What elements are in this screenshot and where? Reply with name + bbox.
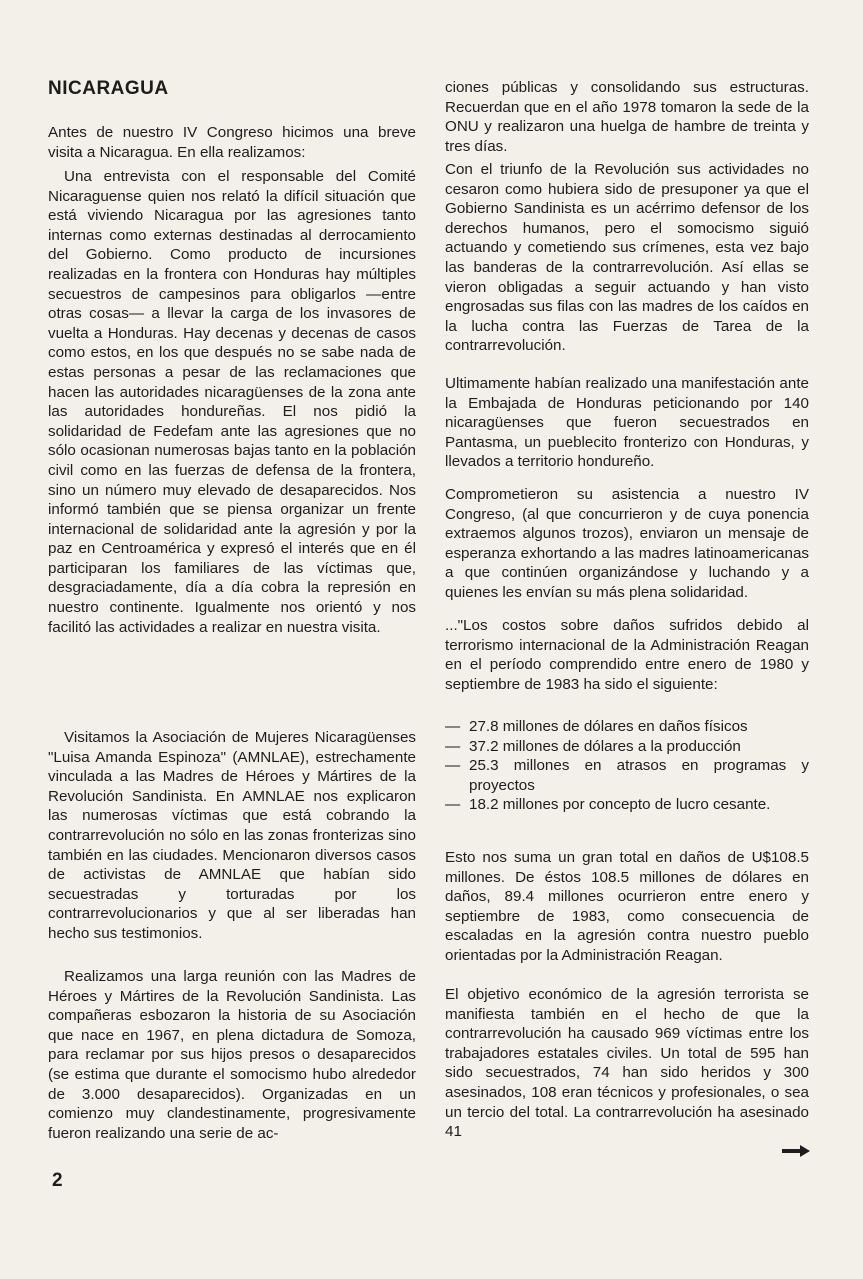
cost-list [445, 717, 809, 815]
list-item [445, 795, 809, 815]
list-item-text: 27.8 millones de dólares en daños físicos [469, 718, 748, 735]
list-dash: — [445, 718, 461, 735]
paragraph: Esto nos suma un gran total en daños de U$108.5 millones. De éstos 108.5 millones de dólares en daños, 89.4 millones ocurrieron entre enero y septiembre de 1983, como consecuencia de escaladas en la agresión contra nuestro pueblo orientadas por la Administración Reagan. [445, 849, 809, 964]
paragraph: ciones públicas y consolidando sus estructuras. Recuerdan que en el año 1978 tomaron la sede de la ONU y realizaron una huelga de hambre de treinta y tres días. [445, 79, 809, 155]
paragraph: Una entrevista con el responsable del Comité Nicaraguense quien nos relató la difícil situación que está viviendo Nicaragua por las agresiones tanto internas como externas destinadas al derrocamiento del Gobierno. Como producto de incursiones realizadas en la frontera con Honduras hay múltiples secuestros de campesinos para obligarlos —entre otras cosas— a llevar la carga de los invasores de vuelta a Honduras. Hay decenas y decenas de casos como estos, en los que después no se sabe nada de estas personas a pesar de las reclamaciones que hacen las autoridades nicaragüenses de la zona ante las autoridades hondureñas. El nos pidió la solidaridad de Fedefam ante las agresiones que no sólo ocasionan numerosas bajas tanto en la población civil como en las fuerzas de defensa de la frontera, sino un número muy elevado de desaparecidos. Nos informó también que se piensa organizar un frente internacional de solidaridad ante la agresión y por la paz en Centroamérica y expresó el interés que en él participaran los familiares de las víctimas que, desgraciadamente, día a día cobra la represión en nuestro continente. Igualmente nos orientó y nos facilitó las actividades a realizar en nuestra visita. [48, 168, 416, 636]
paragraph: El objetivo económico de la agresión terrorista se manifiesta también en el hecho de que la contrarrevolución ha causado 969 víctimas entre los trabajadores estatales civiles. Un total de 595 han sido secuestrados, 74 han sido heridos y 300 asesinados, 108 eran técnicos y profesionales, o sea un tercio del total. La contrarrevolución ha asesinado 41 [445, 986, 809, 1141]
paragraph: Realizamos una larga reunión con las Madres de Héroes y Mártires de la Revolución Sandinista. Las compañeras esbozaron la historia de su Asociación que nace en 1967, en plena dictadura de Somoza, para reclamar por sus hijos presos o desaparecidos (se estima que durante el somocismo hubo alrededor de 3.000 desaparecidos). Organizadas en un comienzo muy clandestinamente, progresivamente fueron realizando una serie de ac- [48, 968, 416, 1142]
list-item [445, 717, 809, 737]
list-dash: — [445, 796, 461, 814]
paragraph: Visitamos la Asociación de Mujeres Nicaragüenses "Luisa Amanda Espinoza" (AMNLAE), estrechamente vinculada a las Madres de Héroes y Mártires de la Revolución Sandinista. En AMNLAE nos explicaron las numerosas víctimas que está cobrando la contrarrevolución no sólo en las zonas fronterizas sino también en las ciudades. Mencionaron diversos casos de activistas de AMNLAE que habían sido secuestradas y torturadas por los contrarrevolucionarios y que al ser liberadas han hecho sus testimonios. [48, 729, 416, 942]
paragraph: Antes de nuestro IV Congreso hicimos una breve visita a Nicaragua. En ella realizamos: [48, 124, 416, 161]
list-item-text: 18.2 millones por concepto de lucro cesante. [469, 796, 771, 814]
paragraph: Comprometieron su asistencia a nuestro IV Congreso, (al que concurrieron y de cuya ponencia extraemos algunos trozos), enviaron un mensaje de esperanza exhortando a las madres latinoamericanas a que continúen organizándose y luchando y a quienes les envían su más plena solidaridad. [445, 486, 809, 601]
list-item-text: 37.2 millones de dólares a la producción [469, 737, 741, 755]
list-item-text: 25.3 millones en atrasos en programas y proyectos [469, 757, 809, 794]
paragraph: Con el triunfo de la Revolución sus actividades no cesaron como hubiera sido de presuponer ya que el Gobierno Sandinista es un acérrimo defensor de los derechos humanos, pero el somocismo siguió actuando y cometiendo sus crímenes, esta vez bajo las banderas de la contrarrevolución. Así ellas se vieron obligadas a seguir actuando y han visto engrosadas sus filas con las madres de los caídos en la lucha contra las Fuerzas de Tarea de la contrarrevolución. [445, 161, 809, 355]
paragraph: ..."Los costos sobre daños sufridos debido al terrorismo internacional de la Administración Reagan en el período comprendido entre enero de 1980 y septiembre de 1983 ha sido el siguiente: [445, 617, 809, 693]
page-number: 2 [52, 1170, 63, 1191]
continue-arrow-icon [782, 1144, 810, 1158]
list-dash: — [445, 737, 461, 755]
paragraph: Ultimamente habían realizado una manifestación ante la Embajada de Honduras peticionando por 140 nicaragüenses que fueron secuestrados en Pantasma, un pueblecito fronterizo con Honduras, y llevados a territorio hondureño. [445, 375, 809, 471]
section-title: NICARAGUA [48, 78, 169, 99]
list-item [445, 756, 809, 795]
list-dash: — [445, 757, 461, 775]
list-item [445, 737, 809, 757]
